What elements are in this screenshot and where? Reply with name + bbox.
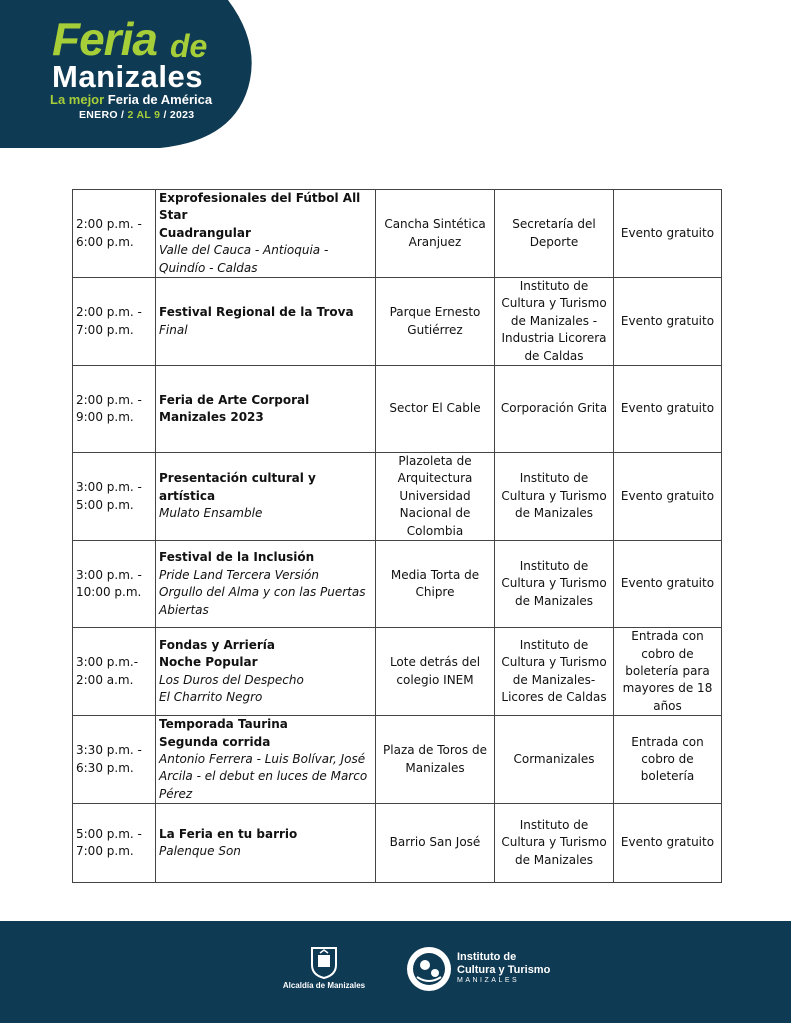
event-time-line: 3:30 p.m. - (76, 743, 142, 758)
instituto-emblem-icon (405, 945, 453, 993)
event-place-cell: Sector El Cable (376, 366, 495, 453)
event-title: Festival Regional de la Trova (159, 305, 354, 320)
event-time-line: 3:00 p.m. - (76, 480, 142, 495)
event-subtitle: Valle del Cauca - Antioquia - Quindío - Caldas (159, 243, 329, 275)
event-title: Fondas y Arriería (159, 637, 276, 652)
event-subtitle: Mulato Ensamble (159, 506, 263, 521)
event-time-cell (73, 278, 156, 366)
logo-de-text: de (170, 28, 208, 64)
event-time-cell (73, 541, 156, 628)
logo-tagline (50, 92, 212, 107)
event-time-line: 2:00 a.m. (76, 672, 134, 687)
event-organizer-cell: Instituto de Cultura y Turismo de Manizales (495, 453, 614, 541)
event-organizer-cell: Secretaría del Deporte (495, 190, 614, 278)
event-subtitle: El Charrito Negro (159, 690, 263, 705)
instituto-line2: Cultura y Turismo (457, 964, 551, 976)
table-row (73, 804, 722, 883)
event-time-cell (73, 366, 156, 453)
table-row (73, 541, 722, 628)
event-subtitle: Palenque Son (159, 844, 241, 859)
event-price-cell: Evento gratuito (614, 453, 722, 541)
event-time-line: 2:00 p.m. - (76, 392, 142, 407)
event-place-cell: Media Torta de Chipre (376, 541, 495, 628)
event-place-cell: Lote detrás del colegio INEM (376, 628, 495, 716)
tagline-rest: Feria de América (104, 92, 213, 107)
event-title: Feria de Arte Corporal Manizales 2023 (159, 392, 310, 425)
event-price-cell: Evento gratuito (614, 804, 722, 883)
event-time-line: 7:00 p.m. (76, 322, 134, 337)
event-organizer-cell: Instituto de Cultura y Turismo de Manizales - Industria Licorera de Caldas (495, 278, 614, 366)
event-price-cell: Evento gratuito (614, 278, 722, 366)
event-description-cell (156, 628, 376, 716)
event-time-line: 7:00 p.m. (76, 844, 134, 859)
event-subtitle: Pride Land Tercera Versión (159, 567, 319, 582)
footer-bar (0, 921, 791, 1023)
event-place-cell: Cancha Sintética Aranjuez (376, 190, 495, 278)
event-title: Temporada Taurina (159, 717, 288, 732)
event-title: Exprofesionales del Fútbol All Star (159, 191, 361, 223)
event-time-cell (73, 716, 156, 804)
event-organizer-cell: Instituto de Cultura y Turismo de Manizales (495, 541, 614, 628)
event-title: La Feria en tu barrio (159, 826, 298, 841)
feria-logo-badge (0, 0, 258, 148)
event-description-cell (156, 366, 376, 453)
event-time-line: 2:00 p.m. - (76, 305, 142, 320)
event-time-cell (73, 804, 156, 883)
event-time-cell (73, 628, 156, 716)
table-row (73, 190, 722, 278)
event-time-cell (73, 453, 156, 541)
event-time-line: 2:00 p.m. - (76, 217, 142, 232)
event-time-cell (73, 190, 156, 278)
event-place-cell: Plaza de Toros de Manizales (376, 716, 495, 804)
date-year: / 2023 (160, 109, 195, 121)
date-days: 2 AL 9 (127, 109, 161, 121)
event-organizer-cell: Instituto de Cultura y Turismo de Manizales- Licores de Caldas (495, 628, 614, 716)
event-time-line: 6:00 p.m. (76, 234, 134, 249)
instituto-line3: MANIZALES (457, 977, 520, 984)
table-row (73, 453, 722, 541)
event-title: Segunda corrida (159, 734, 271, 749)
event-price-cell: Evento gratuito (614, 541, 722, 628)
coat-of-arms-icon (307, 945, 341, 979)
event-description-cell (156, 716, 376, 804)
event-title: Cuadrangular (159, 225, 251, 240)
event-time-line: 5:00 p.m. - (76, 826, 142, 841)
event-time-line: 3:00 p.m.- (76, 655, 139, 670)
event-description-cell (156, 278, 376, 366)
event-organizer-cell: Instituto de Cultura y Turismo de Manizales (495, 804, 614, 883)
event-schedule-table (72, 189, 722, 883)
event-subtitle: Final (159, 322, 188, 337)
event-organizer-cell: Cormanizales (495, 716, 614, 804)
event-time-line: 6:30 p.m. (76, 760, 134, 775)
event-place-cell: Parque Ernesto Gutiérrez (376, 278, 495, 366)
event-title: Noche Popular (159, 655, 258, 670)
event-price-cell: Entrada con cobro de boletería para mayores de 18 años (614, 628, 722, 716)
event-description-cell (156, 541, 376, 628)
event-place-cell: Barrio San José (376, 804, 495, 883)
event-organizer-cell: Corporación Grita (495, 366, 614, 453)
table-row (73, 716, 722, 804)
event-description-cell (156, 190, 376, 278)
event-subtitle: Orgullo del Alma y con las Puertas Abiertas (159, 585, 366, 617)
event-description-cell (156, 453, 376, 541)
event-place-cell: Plazoleta de Arquitectura Universidad Nacional de Colombia (376, 453, 495, 541)
alcaldia-logo (282, 945, 366, 990)
event-subtitle: Los Duros del Despecho (159, 672, 304, 687)
event-price-cell: Entrada con cobro de boletería (614, 716, 722, 804)
logo-feria-text: Feria (52, 13, 157, 65)
schedule-body (73, 190, 722, 883)
event-time-line: 9:00 p.m. (76, 410, 134, 425)
event-time-line: 10:00 p.m. (76, 585, 142, 600)
date-month: ENERO / (79, 109, 128, 121)
logo-city-text: Manizales (52, 59, 203, 94)
event-title: Festival de la Inclusión (159, 550, 315, 565)
instituto-line1: Instituto de (457, 951, 517, 963)
logo-date (79, 109, 194, 121)
event-time-line: 5:00 p.m. (76, 497, 134, 512)
event-price-cell: Evento gratuito (614, 366, 722, 453)
alcaldia-label: Alcaldía de Manizales (282, 981, 366, 990)
event-price-cell: Evento gratuito (614, 190, 722, 278)
table-row (73, 628, 722, 716)
event-time-line: 3:00 p.m. - (76, 567, 142, 582)
event-description-cell (156, 804, 376, 883)
table-row (73, 366, 722, 453)
event-subtitle: Antonio Ferrera - Luis Bolívar, José Arcila - el debut en luces de Marco Pérez (159, 751, 368, 801)
event-title: Presentación cultural y artística (159, 471, 316, 503)
tagline-highlight: La mejor (50, 92, 105, 107)
table-row (73, 278, 722, 366)
